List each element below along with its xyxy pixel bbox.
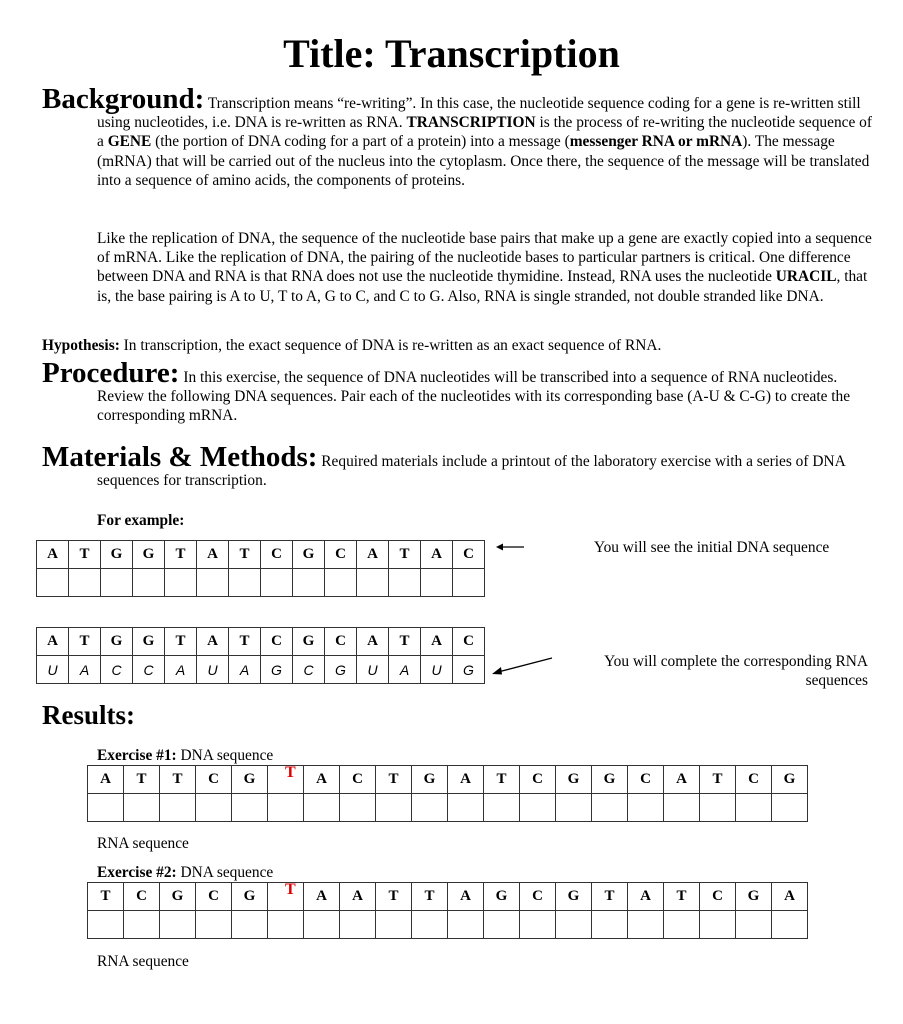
dna-base-cell: T — [124, 766, 160, 794]
materials-heading: Materials & Methods: — [42, 441, 318, 473]
dna-base-cell: T — [69, 628, 101, 656]
example-dna-table — [36, 540, 485, 597]
rna-answer-cell[interactable] — [340, 794, 376, 822]
rna-answer-cell[interactable] — [101, 569, 133, 597]
text-run: ). The message (mRNA) that will be carried out of the nucleus into the cytoplasm. Once there, the sequence of the message will be translated into a sequence of amino acids, the components of proteins. — [97, 133, 870, 189]
text-run: , that is, the base pairing is A to U, T to A, G to C, and C to G. Also, RNA is single stranded, not double stranded like DNA. — [97, 268, 868, 305]
procedure-heading: Procedure: — [42, 357, 180, 389]
rna-answer-cell[interactable] — [628, 794, 664, 822]
dna-base-cell: C — [196, 883, 232, 911]
text-run: Like the replication of DNA, the sequence of the nucleotide base pairs that make up a gene are exactly copied into a sequence of mRNA. Like the replication of DNA, the pairing of the nucleotide bases to particular partners is critical. One difference between DNA and RNA is that RNA does not use the nucleotide thymidine. Instead, RNA uses the nucleotide — [97, 230, 872, 286]
dna-base-cell: C — [736, 766, 772, 794]
rna-base-cell: G — [325, 656, 357, 684]
rna-answer-cell[interactable] — [160, 911, 196, 939]
rna-answer-cell[interactable] — [268, 911, 304, 939]
rna-base-cell: C — [133, 656, 165, 684]
rna-answer-cell[interactable] — [592, 794, 628, 822]
rna-answer-cell[interactable] — [232, 794, 268, 822]
dna-base-cell: T — [229, 541, 261, 569]
dna-base-cell: T — [484, 766, 520, 794]
dna-base-cell: T — [69, 541, 101, 569]
note-initial-dna: You will see the initial DNA sequence — [594, 539, 830, 556]
hypothesis — [42, 336, 882, 355]
dna-base-cell: G — [484, 883, 520, 911]
dna-base-cell: C — [453, 541, 485, 569]
exercise-2-label: Exercise #2: DNA sequence — [97, 864, 274, 881]
bold-term: TRANSCRIPTION — [406, 114, 536, 132]
dna-base-cell: A — [421, 628, 453, 656]
dna-base-cell: A — [88, 766, 124, 794]
procedure-text: In this exercise, the sequence of DNA nucleotides will be transcribed into a sequence of RNA nucleotides. Review the following DNA sequences. Pair each of the nucleotides with its corresponding base (A-U & C-G) to create the corresponding mRNA. — [97, 369, 851, 425]
dna-base-cell: A — [304, 766, 340, 794]
hypothesis-label: Hypothesis: — [42, 337, 120, 354]
rna-answer-cell[interactable] — [592, 911, 628, 939]
background-heading: Background: — [42, 83, 205, 115]
rna-answer-cell[interactable] — [133, 569, 165, 597]
dna-base-cell: T — [88, 883, 124, 911]
rna-base-cell: U — [197, 656, 229, 684]
dna-base-cell: G — [160, 883, 196, 911]
dna-base-cell: G — [101, 541, 133, 569]
for-example-label: For example: — [97, 512, 185, 529]
rna-answer-cell[interactable] — [664, 794, 700, 822]
rna-answer-cell[interactable] — [229, 569, 261, 597]
page-title: Title: Transcription — [283, 31, 620, 76]
rna-answer-cell[interactable] — [664, 911, 700, 939]
rna-answer-cell[interactable] — [484, 911, 520, 939]
exercise-1-label: Exercise #1: DNA sequence — [97, 747, 274, 764]
hypothesis-text: In transcription, the exact sequence of DNA is re-written as an exact sequence of RNA. — [119, 337, 662, 354]
rna-answer-cell[interactable] — [196, 794, 232, 822]
exercise-2-insert-t: T — [285, 881, 296, 898]
rna-answer-cell[interactable] — [376, 911, 412, 939]
rna-answer-cell[interactable] — [453, 569, 485, 597]
rna-answer-cell[interactable] — [165, 569, 197, 597]
rna-answer-cell[interactable] — [448, 794, 484, 822]
dna-base-cell: A — [664, 766, 700, 794]
dna-base-cell: C — [124, 883, 160, 911]
rna-answer-cell[interactable] — [261, 569, 293, 597]
rna-answer-cell[interactable] — [88, 911, 124, 939]
rna-answer-cell[interactable] — [772, 794, 808, 822]
rna-answer-cell[interactable] — [232, 911, 268, 939]
text-run: is the process of re-writing the nucleotide sequence of a — [97, 114, 872, 151]
rna-base-cell: A — [229, 656, 261, 684]
dna-base-cell: A — [37, 628, 69, 656]
dna-base-cell: G — [101, 628, 133, 656]
dna-base-cell: G — [232, 883, 268, 911]
arrow-left-icon — [496, 541, 526, 553]
dna-base-cell: A — [357, 628, 389, 656]
rna-answer-cell[interactable] — [448, 911, 484, 939]
rna-answer-cell[interactable] — [484, 794, 520, 822]
dna-base-cell: G — [556, 766, 592, 794]
dna-base-cell: A — [448, 766, 484, 794]
rna-answer-cell[interactable] — [325, 569, 357, 597]
rna-answer-cell[interactable] — [700, 911, 736, 939]
dna-base-cell: T — [700, 766, 736, 794]
rna-answer-cell[interactable] — [412, 794, 448, 822]
dna-base-cell: A — [772, 883, 808, 911]
dna-base-cell: T — [389, 541, 421, 569]
rna-answer-cell[interactable] — [124, 794, 160, 822]
rna-answer-cell[interactable] — [357, 569, 389, 597]
dna-base-cell: T — [160, 766, 196, 794]
exercise-1-rna-label: RNA sequence — [97, 835, 189, 852]
dna-base-cell: A — [448, 883, 484, 911]
background-paragraph-1 — [42, 83, 872, 190]
dna-base-cell: A — [421, 541, 453, 569]
dna-base-cell: G — [293, 628, 325, 656]
arrow-left-icon — [492, 655, 554, 677]
dna-base-cell: C — [520, 883, 556, 911]
text-run: Transcription means “re-writing”. In this case, the nucleotide sequence coding for a gene is re-written still using nucleotides, i.e. DNA is re-written as RNA. — [97, 95, 861, 132]
example-rna-table — [36, 627, 485, 684]
procedure-section — [42, 357, 872, 426]
dna-base-cell: G — [133, 541, 165, 569]
dna-base-cell: C — [196, 766, 232, 794]
rna-answer-cell[interactable] — [772, 911, 808, 939]
background-section — [42, 83, 872, 190]
dna-base-cell: C — [520, 766, 556, 794]
bold-term: GENE — [107, 133, 152, 151]
rna-answer-cell[interactable] — [556, 794, 592, 822]
rna-base-cell: G — [261, 656, 293, 684]
text-run: (the portion of DNA coding for a part of a protein) into a message ( — [151, 133, 570, 151]
exercise-2-rna-label: RNA sequence — [97, 953, 189, 970]
dna-base-cell: A — [357, 541, 389, 569]
rna-base-cell: C — [101, 656, 133, 684]
rna-answer-cell[interactable] — [88, 794, 124, 822]
rna-answer-cell[interactable] — [160, 794, 196, 822]
dna-base-cell: C — [325, 628, 357, 656]
rna-answer-cell[interactable] — [520, 911, 556, 939]
dna-base-cell: G — [293, 541, 325, 569]
bold-term: URACIL — [775, 268, 837, 286]
dna-base-cell: C — [700, 883, 736, 911]
rna-answer-cell[interactable] — [304, 794, 340, 822]
rna-answer-cell[interactable] — [520, 794, 556, 822]
rna-base-cell: A — [389, 656, 421, 684]
results-heading: Results: — [42, 700, 135, 730]
rna-answer-cell[interactable] — [69, 569, 101, 597]
dna-base-cell: T — [412, 883, 448, 911]
dna-base-cell: G — [412, 766, 448, 794]
rna-base-cell: U — [421, 656, 453, 684]
dna-base-cell: A — [628, 883, 664, 911]
rna-answer-cell[interactable] — [700, 794, 736, 822]
dna-base-cell: A — [37, 541, 69, 569]
bold-term: messenger RNA or mRNA — [569, 133, 743, 151]
dna-base-cell: C — [340, 766, 376, 794]
dna-base-cell: A — [304, 883, 340, 911]
rna-answer-cell[interactable] — [124, 911, 160, 939]
dna-base-cell: A — [340, 883, 376, 911]
rna-answer-cell[interactable] — [421, 569, 453, 597]
materials-text: Required materials include a printout of the laboratory exercise with a series of DNA sequences for transcription. — [97, 453, 845, 490]
background-paragraph-2 — [97, 229, 877, 306]
rna-answer-cell[interactable] — [736, 794, 772, 822]
rna-base-cell: G — [453, 656, 485, 684]
exercise-1-table — [87, 765, 808, 822]
dna-base-cell: G — [232, 766, 268, 794]
rna-base-cell: U — [357, 656, 389, 684]
rna-answer-cell[interactable] — [340, 911, 376, 939]
note-complete-rna: You will complete the corresponding RNA sequences — [604, 653, 868, 690]
dna-base-cell: G — [592, 766, 628, 794]
rna-answer-cell[interactable] — [389, 569, 421, 597]
dna-base-cell: G — [772, 766, 808, 794]
dna-base-cell: G — [736, 883, 772, 911]
rna-answer-cell[interactable] — [412, 911, 448, 939]
rna-answer-cell[interactable] — [376, 794, 412, 822]
dna-base-cell: T — [165, 628, 197, 656]
rna-base-cell: A — [165, 656, 197, 684]
rna-answer-cell[interactable] — [556, 911, 592, 939]
rna-base-cell: U — [37, 656, 69, 684]
rna-answer-cell[interactable] — [37, 569, 69, 597]
dna-base-cell: T — [165, 541, 197, 569]
dna-base-cell: G — [133, 628, 165, 656]
dna-base-cell: T — [376, 766, 412, 794]
dna-base-cell: C — [261, 541, 293, 569]
dna-base-cell: A — [197, 628, 229, 656]
dna-base-cell: C — [453, 628, 485, 656]
rna-answer-cell[interactable] — [628, 911, 664, 939]
dna-base-cell: C — [628, 766, 664, 794]
dna-base-cell: T — [389, 628, 421, 656]
rna-answer-cell[interactable] — [197, 569, 229, 597]
rna-answer-cell[interactable] — [304, 911, 340, 939]
rna-answer-cell[interactable] — [293, 569, 325, 597]
dna-base-cell: G — [556, 883, 592, 911]
materials-section — [42, 441, 872, 490]
dna-base-cell: T — [592, 883, 628, 911]
rna-answer-cell[interactable] — [268, 794, 304, 822]
rna-base-cell: C — [293, 656, 325, 684]
rna-base-cell: A — [69, 656, 101, 684]
dna-base-cell: T — [229, 628, 261, 656]
background-text-1 — [97, 95, 872, 189]
exercise-1-insert-t: T — [285, 764, 296, 781]
dna-base-cell: C — [261, 628, 293, 656]
dna-base-cell: T — [376, 883, 412, 911]
rna-answer-cell[interactable] — [196, 911, 232, 939]
exercise-2-table — [87, 882, 808, 939]
dna-base-cell: T — [664, 883, 700, 911]
dna-base-cell: C — [325, 541, 357, 569]
dna-base-cell: A — [197, 541, 229, 569]
rna-answer-cell[interactable] — [736, 911, 772, 939]
